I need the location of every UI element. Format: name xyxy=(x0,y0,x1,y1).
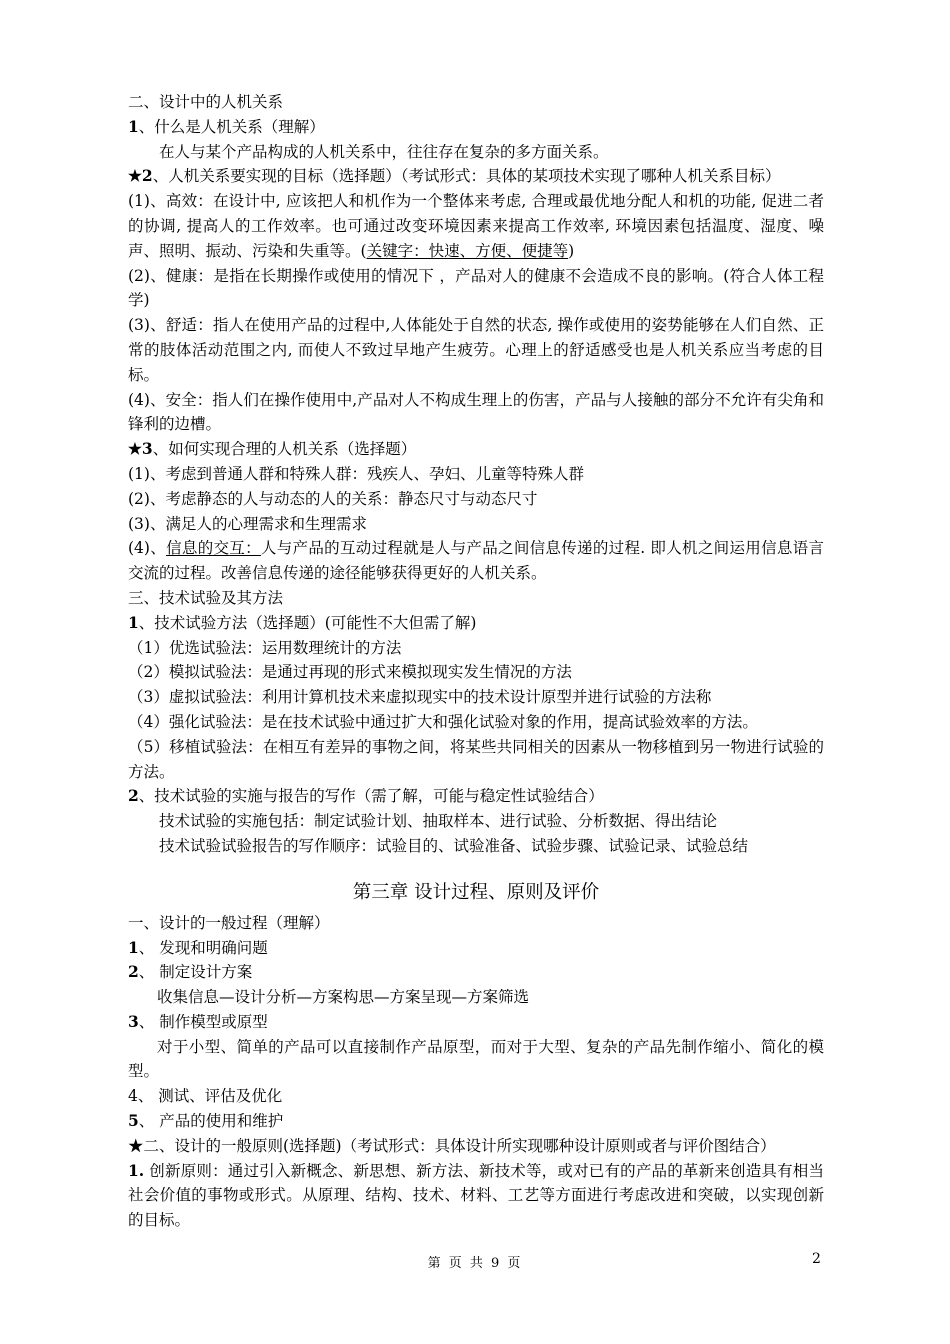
paragraph: (4)、安全：指人们在操作使用中,产品对人不构成生理上的伤害，产品与人接触的部分不允许有尖角和锋利的边槽。 xyxy=(128,390,824,434)
list-item: （1）优选试验法：运用数理统计的方法 xyxy=(128,638,402,657)
paragraph: 技术试验试验报告的写作顺序：试验目的、试验准备、试验步骤、试验记录、试验总结 xyxy=(159,836,749,855)
keyword-underline: 关键字：快速、方便、便捷等 xyxy=(366,241,569,260)
list-item: （2）模拟试验法：是通过再现的形式来模拟现实发生情况的方法 xyxy=(128,663,572,682)
question-heading: 2、技术试验的实施与报告的写作（需了解，可能与稳定性试验结合） xyxy=(128,786,604,806)
list-item: 1、 发现和明确问题 xyxy=(128,937,268,957)
question-heading: ★3、如何实现合理的人机关系（选择题） xyxy=(128,439,417,459)
paragraph: (1)、高效：在设计中, 应该把人和机作为一个整体来考虑, 合理或最优地分配人和机的功能, 促进二者的协调, 提高人的工作效率。也可通过改变环境因素来提高工作效率, 环境因素包括温度、湿度、噪声、照明、振动、污染和失重等。(关键字：快速、方便、便捷等) xyxy=(128,192,824,260)
paragraph: (3)、舒适：指人在使用产品的过程中,人体能处于自然的状态, 操作或使用的姿势能够在人们自然、正常的肢体活动范围之内, 而使人不致过早地产生疲劳。心理上的舒适感受也是人机关系应当考虑的目标。 xyxy=(128,316,824,384)
list-item: (1)、考虑到普通人群和特殊人群：残疾人、孕妇、儿童等特殊人群 xyxy=(128,464,584,483)
list-item: (2)、考虑静态的人与动态的人的关系：静态尺寸与动态尺寸 xyxy=(128,489,538,508)
list-item: 2、 制定设计方案 xyxy=(128,962,253,982)
paragraph: (2)、健康：是指在长期操作或使用的情况下 ，产品对人的健康不会造成不良的影响。(符合人体工程学) xyxy=(128,266,824,310)
list-item: 3、 制作模型或原型 xyxy=(128,1011,268,1031)
list-item: （5）移植试验法：在相互有差异的事物之间，将某些共同相关的因素从一物移植到另一物进行试验的方法。 xyxy=(128,737,824,781)
question-heading: 1、技术试验方法（选择题）(可能性不大但需了解) xyxy=(128,612,477,632)
chapter-title: 第三章 设计过程、原则及评价 xyxy=(352,881,600,903)
question-heading: 1、什么是人机关系（理解） xyxy=(128,116,325,136)
section-heading: 一、设计的一般过程（理解） xyxy=(128,913,330,932)
star-icon: ★2 xyxy=(128,166,153,186)
paragraph: 收集信息—设计分析—方案构思—方案呈现—方案筛选 xyxy=(157,988,530,1007)
keyword-underline: 信息的交互： xyxy=(166,539,261,558)
list-item: （3）虚拟试验法：利用计算机技术来虚拟现实中的技术设计原型并进行试验的方法称 xyxy=(128,688,712,707)
page-number: 2 xyxy=(812,1251,821,1267)
page-footer: 第 页 共 9 页 xyxy=(427,1256,523,1271)
list-item: 4、 测试、评估及优化 xyxy=(128,1087,283,1106)
list-item: (4)、信息的交互：人与产品的互动过程就是人与产品之间信息传递的过程. 即人机之间运用信息语言交流的过程。改善信息传递的途径能够获得更好的人机关系。 xyxy=(128,539,824,583)
section-heading: ★二、设计的一般原则(选择题)（考试形式：具体设计所实现哪种设计原则或者与评价图结合） xyxy=(128,1136,776,1155)
paragraph: 技术试验的实施包括：制定试验计划、抽取样本、进行试验、分析数据、得出结论 xyxy=(159,812,718,831)
document-body xyxy=(128,90,824,1233)
list-item: （4）强化试验法：是在技术试验中通过扩大和强化试验对象的作用，提高试验效率的方法。 xyxy=(128,712,758,731)
star-icon: ★3 xyxy=(128,439,153,459)
paragraph: 对于小型、简单的产品可以直接制作产品原型，而对于大型、复杂的产品先制作缩小、简化的模型。 xyxy=(128,1037,824,1081)
list-item: (3)、满足人的心理需求和生理需求 xyxy=(128,514,367,533)
list-item: 5、 产品的使用和维护 xyxy=(128,1111,284,1131)
section-heading: 三、技术试验及其方法 xyxy=(128,588,284,607)
paragraph: 在人与某个产品构成的人机关系中，往往存在复杂的多方面关系。 xyxy=(159,142,609,161)
section-heading: 二、设计中的人机关系 xyxy=(128,93,284,111)
question-heading: ★2、人机关系要实现的目标（选择题）（考试形式：具体的某项技术实现了哪种人机关系目标） xyxy=(128,166,781,186)
paragraph: 1. 创新原则：通过引入新概念、新思想、新方法、新技术等，或对已有的产品的革新来创造具有相当社会价值的事物或形式。从原理、结构、技术、材料、工艺等方面进行考虑改进和突破，以实现创新的目标。 xyxy=(128,1160,824,1230)
